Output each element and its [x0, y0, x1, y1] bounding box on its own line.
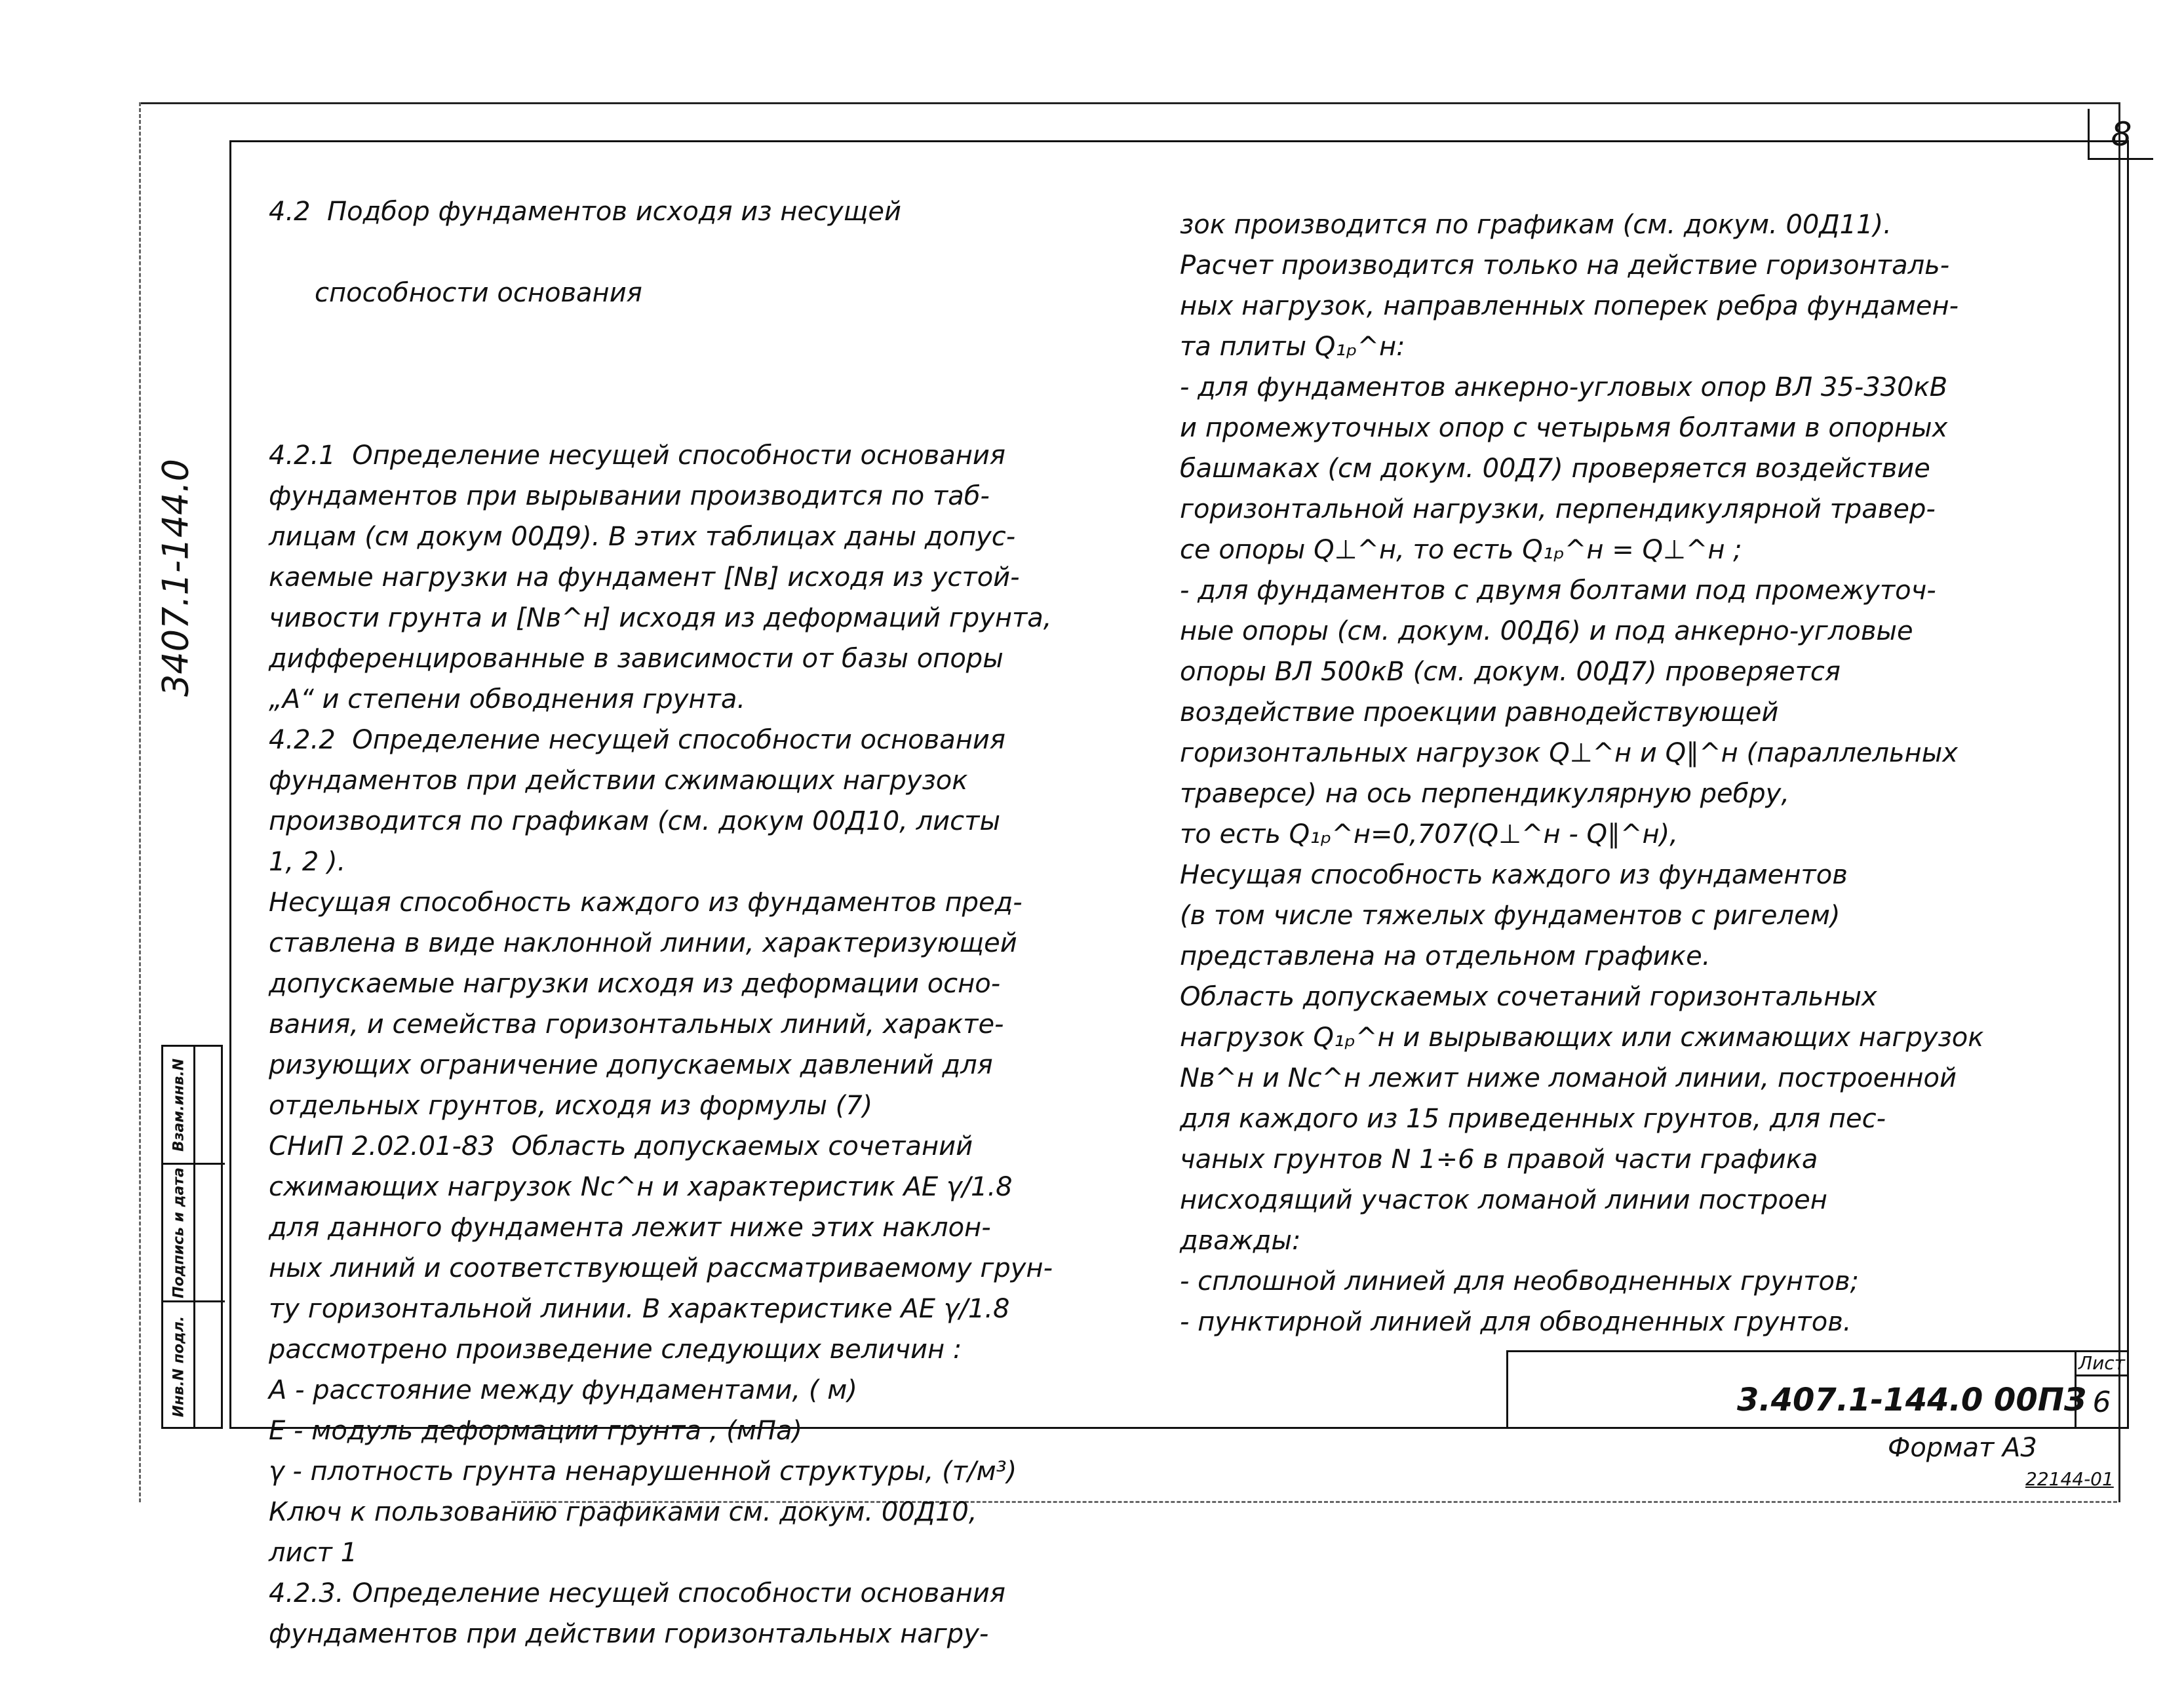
left-col-line: фундаментов при действии сжимающих нагрузок: [269, 766, 968, 796]
left-col-line: производится по графикам (см. докум 00Д10, листы: [269, 806, 1001, 836]
right-col-line: нагрузок Q₁ₚ^н и вырывающих или сжимающих нагрузок: [1180, 1023, 1984, 1053]
section-title-line-1: 4.2 Подбор фундаментов исходя из несущей: [269, 197, 901, 227]
binder-cell-signature: Подпись и дата: [163, 1165, 225, 1302]
right-col-line: траверсе) на ось перпендикулярную ребру,: [1180, 779, 1790, 809]
binder-cell-original: Инв.N подл.: [170, 1315, 187, 1418]
right-col-line: и промежуточных опор с четырьмя болтами в опорных: [1180, 413, 1948, 443]
left-col-line: 4.2.1 Определение несущей способности основания: [269, 440, 1005, 471]
right-column-text: [1180, 205, 1983, 1342]
left-col-line: 4.2.3. Определение несущей способности основания: [269, 1578, 1005, 1608]
left-col-line: „А“ и степени обводнения грунта.: [269, 684, 746, 714]
right-col-line: опоры ВЛ 500кВ (см. докум. 00Д7) проверяется: [1180, 657, 1841, 687]
left-col-line: фундаментов при действии горизонтальных нагру-: [269, 1619, 989, 1649]
right-col-line: се опоры Q⊥^н, то есть Q₁ₚ^н = Q⊥^н ;: [1180, 535, 1742, 565]
right-col-line: зок производится по графикам (см. докум. 00Д11).: [1180, 210, 1892, 240]
right-column: [1180, 164, 1983, 1383]
right-col-line: та плиты Q₁ₚ^н:: [1180, 332, 1405, 362]
left-col-line: Несущая способность каждого из фундаментов пред-: [269, 887, 1023, 918]
sheet-number: 8: [2088, 109, 2153, 160]
left-col-line: E - модуль деформации грунта , (мПа): [269, 1416, 803, 1446]
right-col-line: дважды:: [1180, 1226, 1301, 1256]
left-col-line: для данного фундамента лежит ниже этих наклон-: [269, 1213, 991, 1243]
right-col-line: Область допускаемых сочетаний горизонтальных: [1180, 982, 1877, 1012]
document-code: 3.407.1-144.0 00ПЗ: [1737, 1382, 2086, 1418]
right-col-line: горизонтальной нагрузки, перпендикулярной травер-: [1180, 494, 1936, 524]
left-col-line: фундаментов при вырывании производится по таб-: [269, 481, 990, 511]
left-col-line: 4.2.2 Определение несущей способности основания: [269, 725, 1005, 755]
left-col-line: ризующих ограничение допускаемых давлений для: [269, 1050, 993, 1080]
right-col-line: для каждого из 15 приведенных грунтов, для пес-: [1180, 1104, 1886, 1134]
binding-margin-table: [161, 1045, 223, 1429]
right-col-line: воздействие проекции равнодействующей: [1180, 697, 1779, 728]
left-col-line: СНиП 2.02.01-83 Область допускаемых сочетаний: [269, 1131, 973, 1161]
frame-left-line: [139, 102, 141, 1502]
right-col-line: - сплошной линией для необводненных грунтов;: [1180, 1266, 1859, 1296]
left-col-line: каемые нагрузки на фундамент [Nв] исходя из устой-: [269, 562, 1020, 593]
left-col-line: ставлена в виде наклонной линии, характеризующей: [269, 928, 1017, 958]
left-col-line: рассмотрено произведение следующих величин :: [269, 1335, 962, 1365]
sheet-value: 6: [2075, 1376, 2127, 1429]
left-col-line: Ключ к пользованию графиками см. докум. 00Д10,: [269, 1497, 977, 1527]
left-col-line: допускаемые нагрузки исходя из деформации осно-: [269, 969, 1001, 999]
left-col-line: отдельных грунтов, исходя из формулы (7): [269, 1091, 873, 1121]
left-col-line: вания, и семейства горизонтальных линий, характе-: [269, 1009, 1004, 1040]
right-col-line: башмаках (см докум. 00Д7) проверяется воздействие: [1180, 454, 1930, 484]
left-col-line: дифференцированные в зависимости от базы опоры: [269, 644, 1004, 674]
left-column: [269, 151, 1053, 1695]
right-col-line: (в том числе тяжелых фундаментов с ригелем): [1180, 901, 1841, 931]
right-col-line: Расчет производится только на действие горизонталь-: [1180, 250, 1950, 281]
left-col-line: чивости грунта и [Nв^н] исходя из деформаций грунта,: [269, 603, 1052, 633]
right-col-line: представлена на отдельном графике.: [1180, 941, 1711, 971]
side-document-code: 3407.1-144.0: [155, 458, 197, 697]
right-col-line: ных нагрузок, направленных поперек ребра фундамен-: [1180, 291, 1959, 321]
archive-number: 22144-01: [2025, 1468, 2114, 1490]
left-col-line: 1, 2 ).: [269, 847, 346, 877]
left-col-line: сжимающих нагрузок Nс^н и характеристик AE γ/1.8: [269, 1172, 1013, 1202]
right-col-line: чаных грунтов N 1÷6 в правой части графика: [1180, 1144, 1818, 1175]
format-label: Формат А3: [1888, 1433, 2037, 1463]
right-col-line: Nв^н и Nс^н лежит ниже ломаной линии, построенной: [1180, 1063, 1957, 1093]
right-col-line: ные опоры (см. докум. 00Д6) и под анкерно-угловые: [1180, 616, 1913, 646]
left-col-line: γ - плотность грунта ненарушенной структуры, (т/м³): [269, 1456, 1017, 1487]
right-col-line: нисходящий участок ломаной линии построен: [1180, 1185, 1827, 1215]
right-col-line: горизонтальных нагрузок Q⊥^н и Q∥^н (параллельных: [1180, 738, 1958, 768]
left-col-line: ных линий и соответствующей рассматриваемому грун-: [269, 1253, 1053, 1283]
right-col-line: - пунктирной линией для обводненных грунтов.: [1180, 1307, 1852, 1337]
section-title-line-2: способности основания: [315, 278, 642, 308]
left-col-line: лист 1: [269, 1538, 358, 1568]
left-col-line: A - расстояние между фундаментами, ( м): [269, 1375, 857, 1405]
left-col-line: лицам (см докум 00Д9). В этих таблицах даны допус-: [269, 522, 1016, 552]
right-col-line: то есть Q₁ₚ^н=0,707(Q⊥^н - Q∥^н),: [1180, 819, 1678, 849]
right-col-line: - для фундаментов анкерно-угловых опор ВЛ 35-330кВ: [1180, 372, 1948, 402]
sheet-label: Лист: [2075, 1352, 2127, 1376]
binder-cell-replaced: Взам.инв.N: [163, 1047, 225, 1165]
right-col-line: Несущая способность каждого из фундаментов: [1180, 860, 1848, 890]
left-column-text: [269, 435, 1053, 1654]
right-col-line: - для фундаментов с двумя болтами под промежуточ-: [1180, 575, 1936, 606]
frame-top-line: [139, 102, 2118, 104]
left-col-line: ту горизонтальной линии. В характеристике AE γ/1.8: [269, 1294, 1010, 1324]
